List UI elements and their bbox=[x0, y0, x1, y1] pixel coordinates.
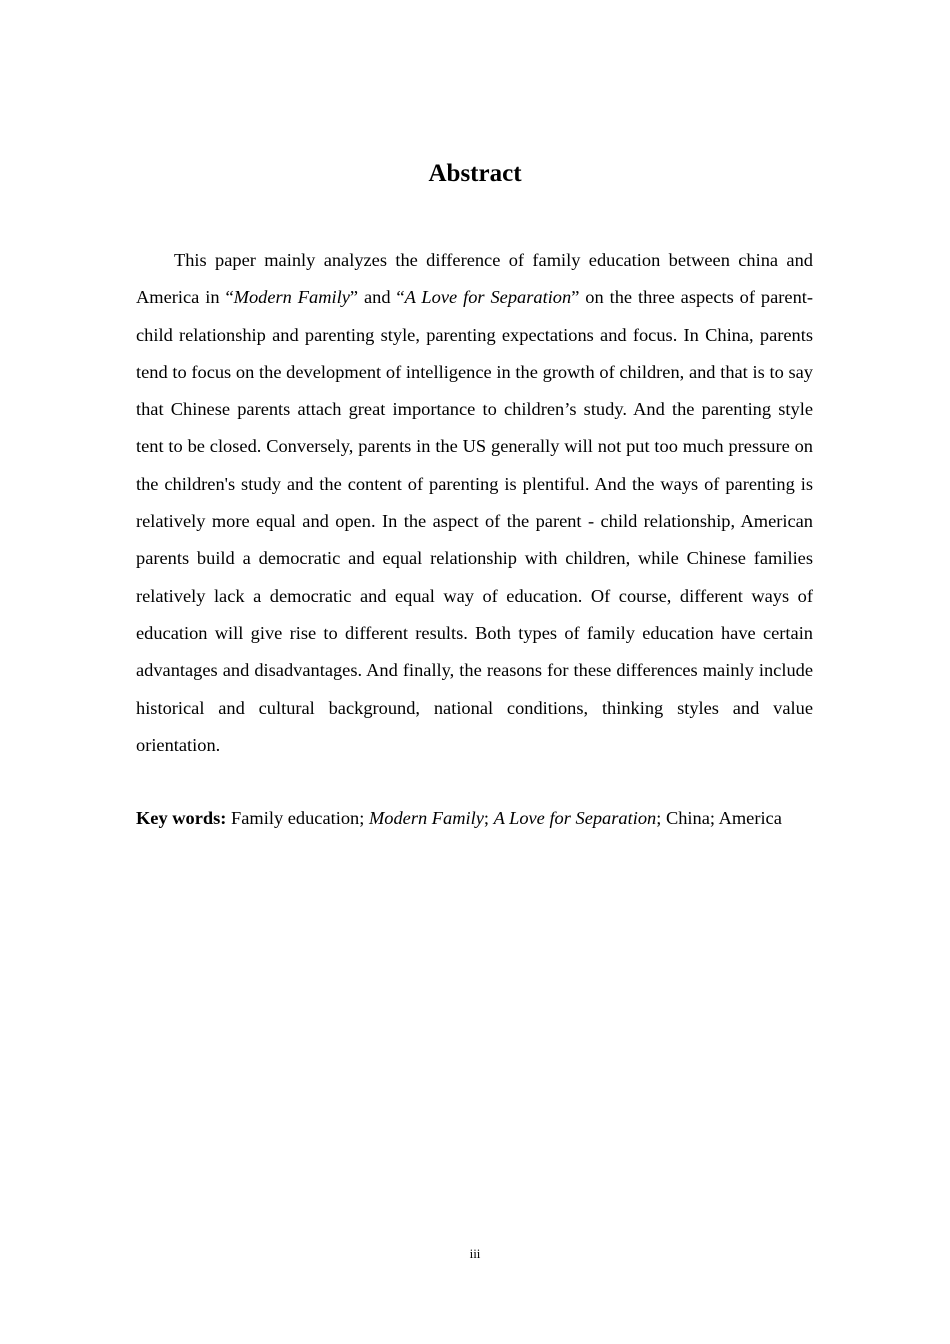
keyword-separator: ; bbox=[359, 808, 369, 828]
keyword-1: Family education bbox=[231, 808, 360, 828]
keyword-separator: ; bbox=[709, 808, 719, 828]
keyword-separator: ; bbox=[483, 808, 494, 828]
keywords-line bbox=[136, 801, 836, 835]
abstract-text-2: ” and “ bbox=[349, 287, 405, 308]
keyword-2: Modern Family bbox=[368, 808, 484, 828]
abstract-paragraph bbox=[136, 242, 813, 764]
keyword-separator: ; bbox=[656, 808, 666, 828]
keyword-4: China bbox=[665, 808, 710, 828]
keywords-label: Key words: bbox=[136, 808, 227, 828]
abstract-text-3: ” on the three aspects of parent-child relationship and parenting style, parenting expectations and focus. In China, parents tend to focus on the development of intelligence in the growth of children, and that is to say that Chinese parents attach great importance to children’s study. And the parenting style tent to be closed. Conversely, parents in the US generally will not put too much pressure on the children's study and the content of parenting is plentiful. And the ways of parenting is relatively more equal and open. In the aspect of the parent - child relationship, American parents build a democratic and equal relationship with children, while Chinese families relatively lack a democratic and equal way of education. Of course, different ways of education will give rise to different results. Both types of family education have certain advantages and disadvantages. And finally, the reasons for these differences mainly include historical and cultural background, national conditions, thinking styles and value orientation. bbox=[136, 287, 813, 755]
page-title: Abstract bbox=[428, 160, 522, 187]
abstract-text-1: This paper mainly analyzes the difference of family education between china and America in “ bbox=[136, 250, 813, 308]
keyword-3: A Love for Separation bbox=[493, 808, 657, 828]
page-number: iii bbox=[469, 1246, 481, 1261]
work-title-love-for-separation: A Love for Separation bbox=[404, 287, 572, 308]
keyword-5: America bbox=[718, 808, 782, 828]
work-title-modern-family: Modern Family bbox=[233, 287, 350, 308]
